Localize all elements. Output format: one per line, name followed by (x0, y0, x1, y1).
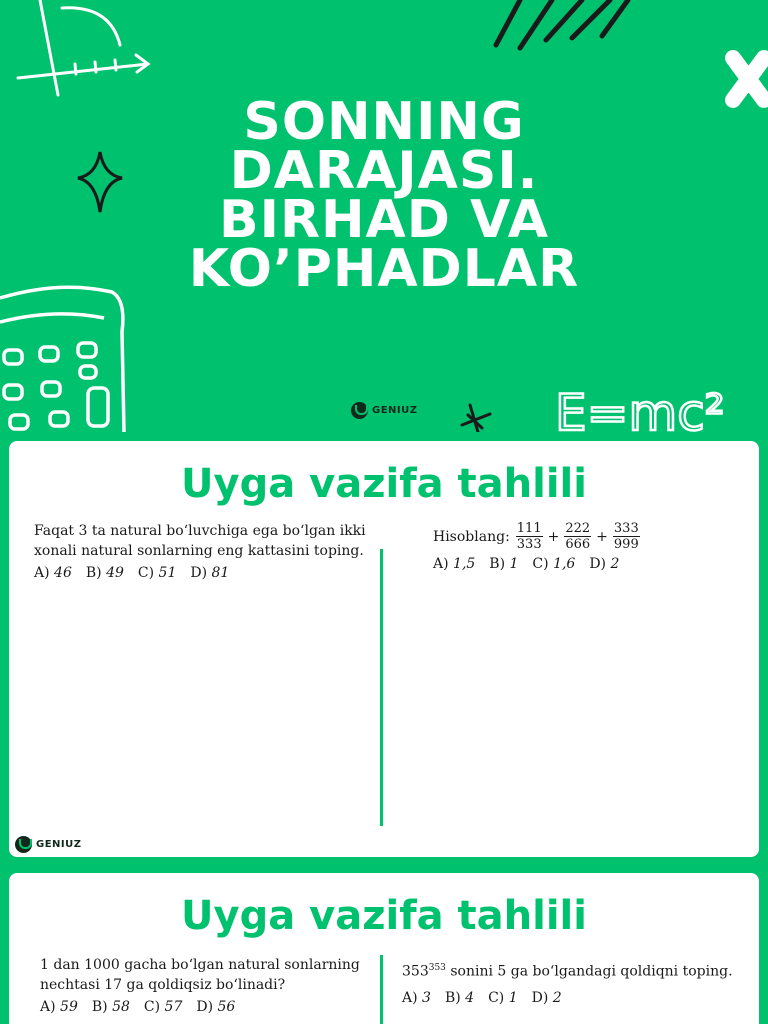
scribble-icon (496, 0, 628, 48)
plus-operator: + (596, 528, 608, 545)
problem-right (433, 521, 733, 574)
logo-wordmark: GENIUZ (36, 839, 82, 850)
answer-option: C) 1 (488, 989, 518, 1006)
fraction: $\frac{222}{666}$ (565, 521, 591, 552)
problem-left (34, 521, 369, 583)
presentation-title (0, 92, 768, 299)
geniuz-mark-icon (15, 836, 32, 853)
asterisk-icon (462, 405, 490, 432)
homework-slide-2 (9, 873, 759, 1024)
graph-doodle-icon (18, 0, 148, 95)
title-line-3: BIRHAD VA (218, 190, 549, 250)
title-line-2: DARAJASI. (229, 141, 539, 201)
answer-options (402, 988, 747, 1008)
problem-prefix: Hisoblang: (433, 528, 510, 545)
answer-option: D) 2 (531, 989, 562, 1006)
column-divider (380, 955, 383, 1024)
answer-options (433, 554, 733, 574)
slide-title: Uyga vazifa tahlili (181, 461, 587, 507)
answer-option: A) 46 (34, 565, 72, 581)
problem-text-line: xonali natural sonlarning eng kattasini toping. (34, 543, 364, 559)
geniuz-logo (351, 402, 418, 419)
title-slide (0, 0, 768, 432)
problem-text-line: Faqat 3 ta natural bo‘luvchiga ega bo‘lgan ikki (34, 523, 366, 539)
times-icon (733, 58, 764, 100)
plus-operator: + (547, 528, 560, 545)
answer-option: B) 4 (444, 989, 475, 1006)
formula-doodle: E=mc² (555, 384, 725, 432)
answer-options (34, 563, 369, 583)
problem-left (40, 955, 370, 1017)
logo-wordmark: GENIUZ (372, 405, 418, 416)
answer-option: B) 58 (91, 999, 130, 1015)
problem-text: sonini 5 ga bo‘lgandagi qoldiqni toping. (450, 963, 733, 980)
answer-option: A) 1,5 (433, 556, 476, 572)
answer-option: D) 56 (196, 999, 236, 1015)
geniuz-mark-icon (351, 402, 368, 419)
fraction: $\frac{111}{333}$ (516, 521, 542, 552)
answer-option: A) 59 (40, 999, 78, 1015)
expression (402, 958, 747, 982)
answer-option: D) 2 (589, 556, 620, 572)
answer-option: C) 57 (143, 999, 183, 1015)
answer-option: B) 1 (489, 556, 519, 572)
title-line-4: KO’PHADLAR (188, 239, 580, 299)
power-base: 353 (402, 963, 429, 980)
calculator-icon (0, 287, 124, 432)
problem-text-line: nechtasi 17 ga qoldiqsiz bo‘linadi? (40, 977, 286, 993)
homework-slide-1 (9, 441, 759, 857)
fraction: $\frac{333}{999}$ (613, 521, 639, 552)
problem-text-line: 1 dan 1000 gacha bo‘lgan natural sonlarning (40, 957, 360, 973)
answer-option: B) 49 (85, 565, 124, 581)
power-exponent: 353 (428, 963, 446, 973)
problem-right (402, 958, 747, 1008)
slide-title: Uyga vazifa tahlili (181, 893, 587, 939)
answer-option: C) 1,6 (532, 556, 576, 572)
answer-option: D) 81 (190, 565, 230, 581)
answer-option: C) 51 (137, 565, 177, 581)
answer-option: A) 3 (402, 989, 431, 1006)
column-divider (380, 549, 383, 826)
geniuz-logo (15, 836, 82, 853)
title-line-1: SONNING (243, 92, 525, 152)
expression (433, 521, 733, 552)
answer-options (40, 997, 370, 1017)
